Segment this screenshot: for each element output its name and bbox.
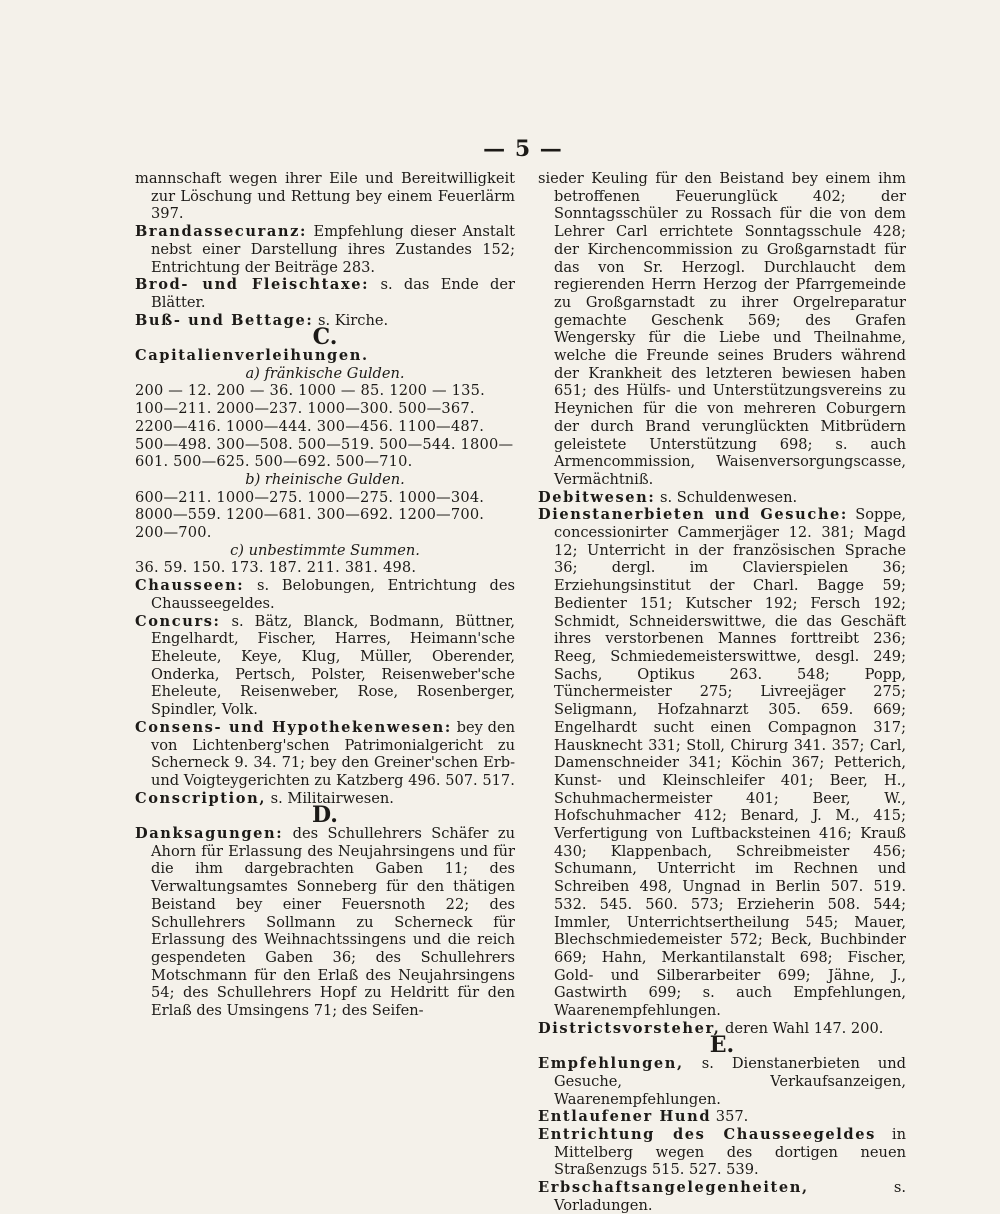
index-term: Empfehlungen, (538, 1055, 684, 1073)
left-column (135, 170, 515, 1020)
index-entry (135, 276, 515, 311)
index-term: Dienstanerbieten und Gesuche: (538, 506, 848, 524)
index-text: sieder Keuling für den Beistand bey einem ihm betroffenen Feuerunglück 402; der Sonntagsschüler zu Rossach für die von dem Lehrer Carl errichtete Sonntagsschule 428; der Kirchencommission zu Großgarnstadt für das von Sr. Herzogl. Durchlaucht dem regierenden Herrn Herzog der Pfarrgemeinde zu Großgarnstadt zu ihrer Orgelreparatur gemachte Geschenk 569; des Grafen Wengersky für die Liebe und Theilnahme, welche die Freunde seines Bruders während der Krankheit des letzteren bewiesen haben 651; des Hülfs- und Unterstützungsvereins zu Heynichen für die von mehreren Coburgern der durch Brand verunglückten Mitbrüdern geleistete Unterstützung 698; s. auch Armencommission, Waisenversorgungscasse, Vermächtniß. (538, 170, 906, 488)
right-column (538, 170, 906, 1214)
index-term: Erbschaftsangelegenheiten, (538, 1179, 809, 1197)
index-term: Conscription, (135, 789, 267, 807)
index-entry (538, 1108, 906, 1126)
subheading: c) unbestimmte Summen. (230, 541, 420, 559)
section-letter: C. (312, 324, 338, 351)
index-entry (135, 613, 515, 719)
index-entry (538, 1055, 906, 1108)
index-term: Entlaufener Hund (538, 1108, 712, 1126)
section-letter: E. (709, 1032, 735, 1059)
index-references: bey den von Lichtenberg'schen Patrimonialgericht zu Scherneck 9. 34. 71; bey den Greiner'schen Erb- und Voigteygerichten zu Katzberg 496. 507. 517. (151, 718, 515, 789)
page-number: — 5 — (483, 136, 563, 162)
number-list: 36. 59. 150. 173. 187. 211. 381. 498. (135, 559, 417, 577)
index-references: s. Militairwesen. (266, 789, 394, 807)
index-entry (135, 223, 515, 276)
index-entry (538, 489, 906, 507)
index-references: s. das Ende der Blätter. (151, 276, 516, 311)
index-entry (135, 825, 515, 1020)
number-list: 200 — 12. 200 — 36. 1000 — 85. 1200 — 135. 100—211. 2000—237. 1000—300. 500—367. 2200—416. 1000—444. 300—456. 1100—487. 500—498. 300—508. 500—519. 500—544. 1800—601. 500—625. 500—692. 500—710. (135, 382, 514, 471)
index-references: Soppe, concessionirter Cammerjäger 12. 381; Magd 12; Unterricht in der französischen Sprache 36; dergl. im Clavierspielen 36; Erziehungsinstitut der Charl. Bagge 59; Bedienter 151; Kutscher 192; Fersch 192; Schmidt, Schneiderswittwe, die das Geschäft ihres verstorbenen Mannes forttreibt 236; Reeg, Schmiedemeisterswittwe, desgl. 249; Sachs, Optikus 263. 548; Popp, Tünchermeister 275; Livreejäger 275; Seligmann, Hofzahnarzt 305. 659. 669; Engelhardt sucht einen Compagnon 317; Hausknecht 331; Stoll, Chirurg 341. 357; Carl, Damenschneider 341; Köchin 367; Petterich, Kunst- und Kleinschleifer 401; Beer, H., Schuhmachermeister 401; Beer, W., Hofschuhmacher 412; Benard, J. M., 415; Verfertigung von Luftbacksteinen 416; Krauß 430; Klappenbach, Schreibmeister 456; Schumann, Unterricht im Rechnen und Schreiben 498, Ungnad in Berlin 507. 519. 532. 545. 560. 573; Erzieherin 508. 544; Immler, Unterrichtsertheilung 545; Mauer, Blechschmiedemeister 572; Beck, Buchbinder 669; Hahn, Merkantilanstalt 698; Fischer, Gold- und Silberarbeiter 699; Jähne, J., Gastwirth 699; s. auch Empfehlungen, Waarenempfehlungen. (554, 506, 906, 1020)
index-references: deren Wahl 147. 200. (720, 1019, 884, 1037)
index-term: Entrichtung des Chausseegeldes (538, 1125, 876, 1143)
index-term: Debitwesen: (538, 488, 656, 506)
index-references: s. Kirche. (313, 311, 389, 329)
index-entry (538, 506, 906, 1019)
index-term: Buß- und Bettage: (135, 311, 314, 329)
section-letter: D. (312, 802, 338, 829)
number-list: 600—211. 1000—275. 1000—275. 1000—304. 8000—559. 1200—681. 300—692. 1200—700. 200—700. (135, 488, 485, 542)
index-references: 357. (711, 1108, 749, 1126)
index-references: in Mittelberg wegen des dortigen neuen Straßenzugs 515. 527. 539. (554, 1125, 906, 1179)
subheading: b) rheinische Gulden. (245, 470, 405, 488)
index-term: Brandassecuranz: (135, 223, 307, 241)
index-entry (538, 1179, 906, 1214)
index-references: s. Belobungen, Entrichtung des Chausseegeldes. (151, 577, 515, 612)
index-references: s. Schuldenwesen. (655, 488, 798, 506)
index-term: Brod- und Fleischtaxe: (135, 276, 370, 294)
index-term: Concurs: (135, 612, 221, 630)
index-entry (135, 719, 515, 790)
index-text: mannschaft wegen ihrer Eile und Bereitwilligkeit zur Löschung und Rettung bey einem Feuerlärm 397. (135, 170, 515, 223)
index-entry (538, 1126, 906, 1179)
index-term: Districtsvorsteher, (538, 1019, 721, 1037)
subheading: a) fränkische Gulden. (245, 364, 405, 382)
index-references: s. Vorladungen. (554, 1179, 906, 1214)
index-term: Chausseen: (135, 577, 245, 595)
index-references: des Schullehrers Schäfer zu Ahorn für Erlassung des Neujahrsingens und für die ihm dargebrachten Gaben 11; des Verwaltungsamtes Sonneberg für den thätigen Beistand bey einer Feuersnoth 22; des Schullehrers Sollmann zu Scherneck für Erlassung des Weihnachtssingens und die reich gespendeten Gaben 36; des Schullehrers Motschmann für den Erlaß des Neujahrsingens 54; des Schullehrers Hopf zu Heldritt für den Erlaß des Umsingens 71; des Seifen- (151, 825, 515, 1020)
index-references: s. Dienstanerbieten und Gesuche, Verkaufsanzeigen, Waarenempfehlungen. (554, 1055, 906, 1108)
index-references: s. Bätz, Blanck, Bodmann, Büttner, Engelhardt, Fischer, Harres, Heimann'sche Eheleute, Keye, Klug, Müller, Oberender, Onderka, Pertsch, Polster, Reisenweber'sche Eheleute, Reisenweber, Rose, Rosenberger, Spindler, Volk. (151, 612, 515, 719)
index-entry (135, 577, 515, 612)
index-term: Consens- und Hypothekenwesen: (135, 718, 452, 736)
index-entry (135, 347, 515, 365)
index-term: Capitalienverleihungen. (135, 347, 369, 365)
index-references: Empfehlung dieser Anstalt nebst einer Darstellung ihres Zustandes 152; Entrichtung der Beiträge 283. (151, 223, 515, 276)
index-term: Danksagungen: (135, 825, 284, 843)
